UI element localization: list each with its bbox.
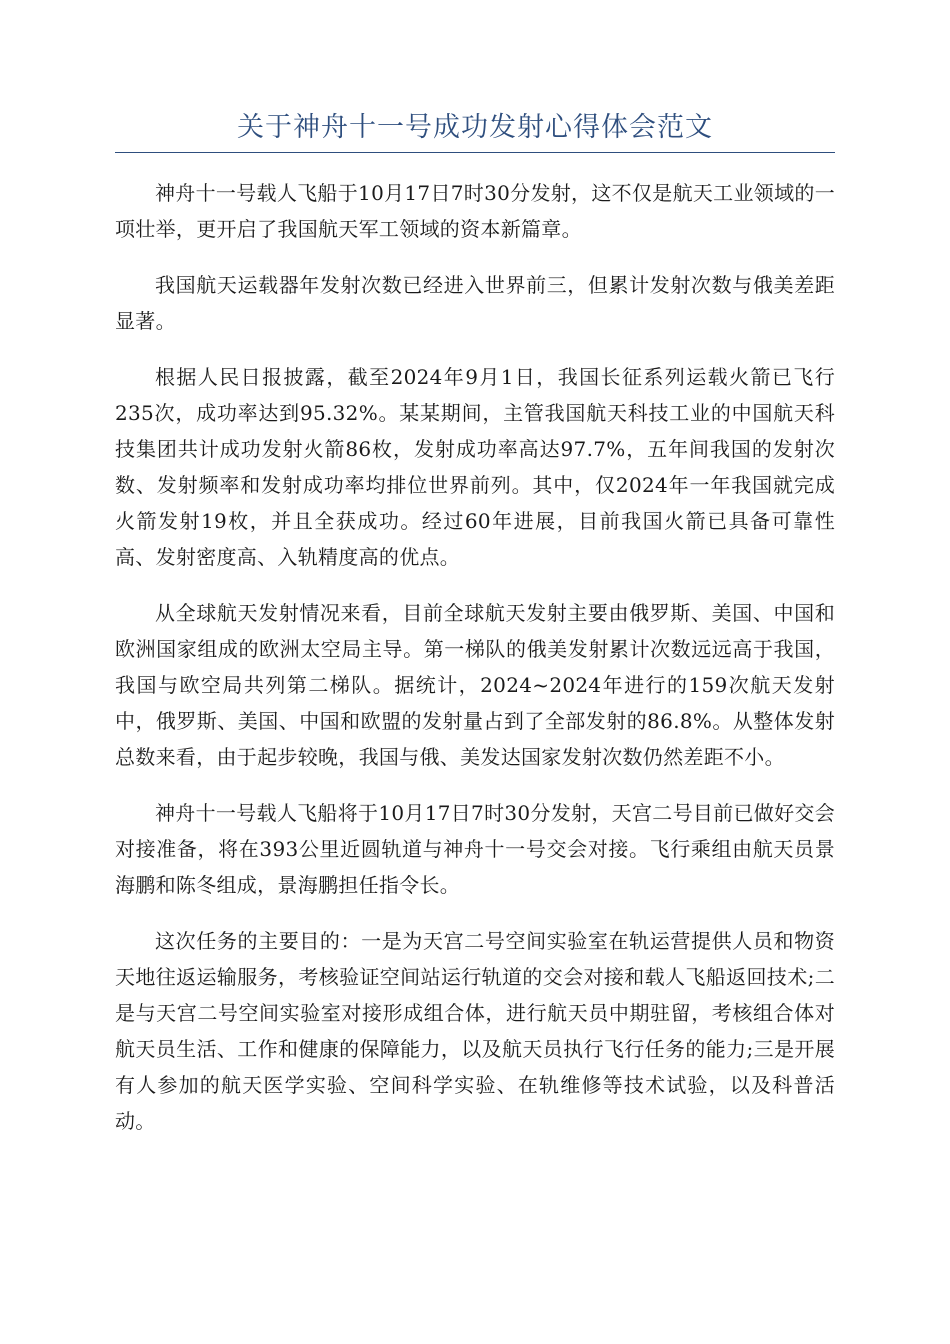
paragraph-launch-intro: 神舟十一号载人飞船于10月17日7时30分发射，这不仅是航天工业领域的一项壮举，更开启了我国航天军工领域的资本新篇章。	[115, 181, 835, 241]
document-body	[115, 175, 835, 1159]
paragraph-mission-goals: 这次任务的主要目的：一是为天宫二号空间实验室在轨运营提供人员和物资天地往返运输服务，考核验证空间站运行轨道的交会对接和载人飞船返回技术;二是与天宫二号空间实验室对接形成组合体，进行航天员中期驻留，考核组合体对航天员生活、工作和健康的保障能力，以及航天员执行飞行任务的能力;三是开展有人参加的航天医学实验、空间科学实验、在轨维修等技术试验，以及科普活动。	[115, 929, 835, 1133]
paragraph-launch-ranking: 我国航天运载器年发射次数已经进入世界前三，但累计发射次数与俄美差距显著。	[115, 273, 835, 333]
paragraph-crew: 神舟十一号载人飞船将于10月17日7时30分发射，天宫二号目前已做好交会对接准备，将在393公里近圆轨道与神舟十一号交会对接。飞行乘组由航天员景海鹏和陈冬组成，景海鹏担任指令长。	[115, 801, 835, 897]
paragraph-long-march-stats: 根据人民日报披露，截至2024年9月1日，我国长征系列运载火箭已飞行235次，成功率达到95.32%。某某期间，主管我国航天科技工业的中国航天科技集团共计成功发射火箭86枚，发射成功率高达97.7%，五年间我国的发射次数、发射频率和发射成功率均排位世界前列。其中，仅2024年一年我国就完成火箭发射19枚，并且全获成功。经过60年进展，目前我国火箭已具备可靠性高、发射密度高、入轨精度高的优点。	[115, 365, 835, 569]
document-title: 关于神舟十一号成功发射心得体会范文	[237, 112, 713, 143]
paragraph-global-launches: 从全球航天发射情况来看，目前全球航天发射主要由俄罗斯、美国、中国和欧洲国家组成的欧洲太空局主导。第一梯队的俄美发射累计次数远远高于我国，我国与欧空局共列第二梯队。据统计，2024~2024年进行的159次航天发射中，俄罗斯、美国、中国和欧盟的发射量占到了全部发射的86.8%。从整体发射总数来看，由于起步较晚，我国与俄、美发达国家发射次数仍然差距不小。	[115, 601, 835, 769]
title-block	[115, 108, 835, 153]
